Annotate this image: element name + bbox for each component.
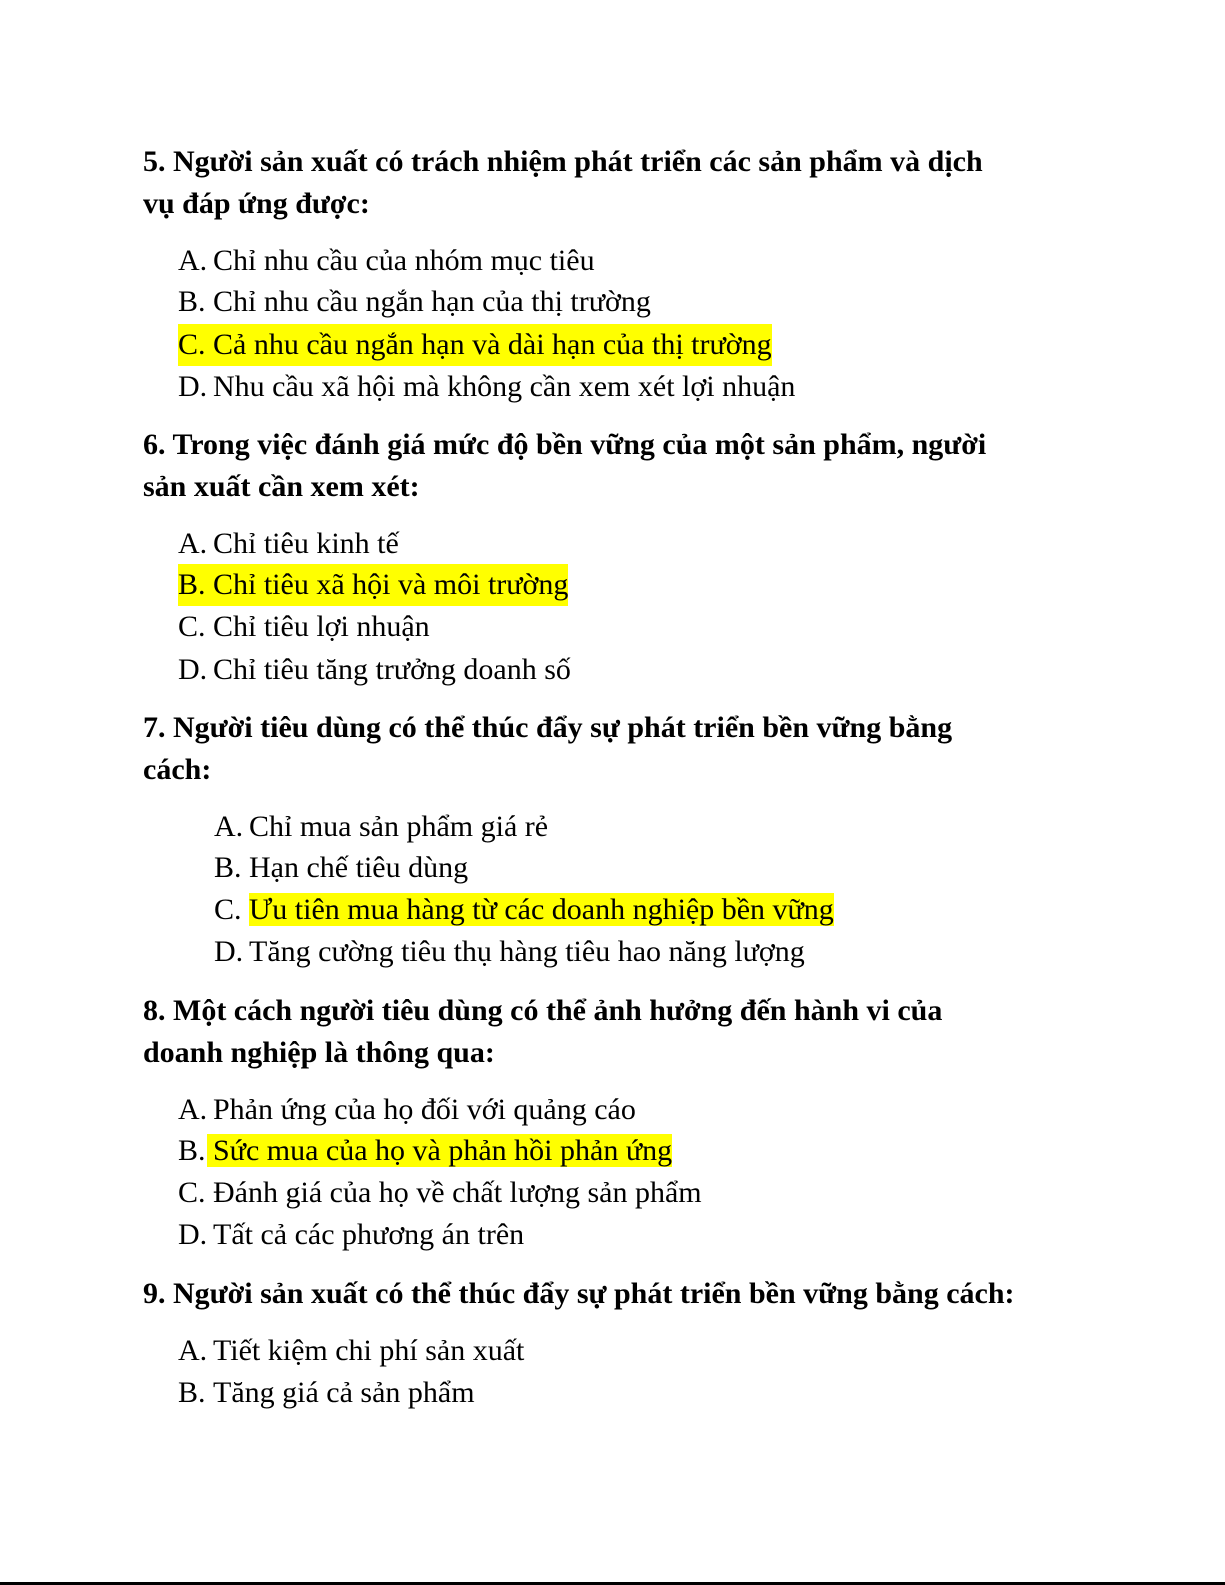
- option-text: Ưu tiên mua hàng từ các doanh nghiệp bền vững: [249, 893, 834, 926]
- option-d: [178, 1214, 524, 1256]
- question-text: vụ đáp ứng được:: [143, 187, 370, 220]
- question-text: cách:: [143, 753, 212, 786]
- option-letter: A.: [178, 1093, 208, 1126]
- option-c: [178, 1172, 702, 1214]
- option-letter: D.: [178, 370, 208, 403]
- option-a: [178, 1089, 636, 1131]
- option-letter: B.: [214, 851, 242, 884]
- option-text: Phản ứng của họ đối với quảng cáo: [213, 1093, 636, 1126]
- option-text: Tăng giá cả sản phẩm: [213, 1376, 475, 1409]
- option-text: Nhu cầu xã hội mà không cần xem xét lợi nhuận: [213, 370, 796, 403]
- option-d: [178, 366, 795, 408]
- question-text: 7. Người tiêu dùng có thể thúc đẩy sự phát triển bền vững bằng: [143, 711, 953, 744]
- option-text: Chỉ mua sản phẩm giá rẻ: [249, 810, 549, 843]
- option-b-highlighted: [178, 564, 568, 606]
- question-text: 8. Một cách người tiêu dùng có thể ảnh hưởng đến hành vi của: [143, 994, 943, 1027]
- option-b-highlighted: [178, 1130, 672, 1172]
- option-b: [214, 847, 468, 889]
- option-letter: D.: [178, 653, 208, 686]
- option-c-highlighted: [178, 324, 772, 366]
- option-c: [178, 606, 430, 648]
- option-letter: C.: [214, 893, 242, 926]
- option-letter: A.: [178, 1334, 208, 1367]
- option-letter: C.: [178, 1176, 206, 1209]
- option-text: Chỉ tiêu tăng trưởng doanh số: [213, 653, 571, 686]
- option-text: Đánh giá của họ về chất lượng sản phẩm: [213, 1176, 702, 1209]
- option-text: Chỉ nhu cầu của nhóm mục tiêu: [213, 244, 595, 277]
- option-b: [178, 1372, 475, 1414]
- question-text: 6. Trong việc đánh giá mức độ bền vững của một sản phẩm, người: [143, 428, 987, 461]
- option-text: Tiết kiệm chi phí sản xuất: [213, 1334, 525, 1367]
- option-text: Chỉ tiêu xã hội và môi trường: [213, 568, 569, 601]
- option-text: Tất cả các phương án trên: [213, 1218, 525, 1251]
- option-letter: D.: [178, 1218, 208, 1251]
- option-letter: A.: [214, 810, 244, 843]
- option-a: [178, 523, 399, 565]
- option-b: [178, 281, 651, 323]
- option-d: [214, 931, 805, 973]
- option-c-highlighted: [214, 889, 834, 931]
- option-letter: B.: [178, 568, 206, 601]
- option-letter: B.: [178, 285, 206, 318]
- option-text: Chỉ nhu cầu ngắn hạn của thị trường: [213, 285, 651, 318]
- question-text: sản xuất cần xem xét:: [143, 470, 420, 503]
- option-letter: A.: [178, 527, 208, 560]
- option-text: Tăng cường tiêu thụ hàng tiêu hao năng lượng: [249, 935, 805, 968]
- option-text: Chỉ tiêu kinh tế: [213, 527, 399, 560]
- option-letter: B.: [178, 1134, 206, 1167]
- option-letter: D.: [214, 935, 244, 968]
- question-text: doanh nghiệp là thông qua:: [143, 1036, 495, 1069]
- option-text: Cả nhu cầu ngắn hạn và dài hạn của thị trường: [213, 328, 772, 361]
- option-a: [178, 240, 595, 282]
- option-letter: A.: [178, 244, 208, 277]
- option-text: Chỉ tiêu lợi nhuận: [213, 610, 430, 643]
- option-d: [178, 649, 571, 691]
- option-text: Sức mua của họ và phản hồi phản ứng: [207, 1134, 672, 1167]
- option-text: Hạn chế tiêu dùng: [249, 851, 469, 884]
- option-letter: C.: [178, 610, 206, 643]
- option-letter: B.: [178, 1376, 206, 1409]
- question-text: 5. Người sản xuất có trách nhiệm phát triển các sản phẩm và dịch: [143, 145, 983, 178]
- option-a: [178, 1330, 524, 1372]
- option-a: [214, 806, 548, 848]
- question-text: 9. Người sản xuất có thể thúc đẩy sự phát triển bền vững bằng cách:: [143, 1277, 1015, 1310]
- option-letter: C.: [178, 328, 206, 361]
